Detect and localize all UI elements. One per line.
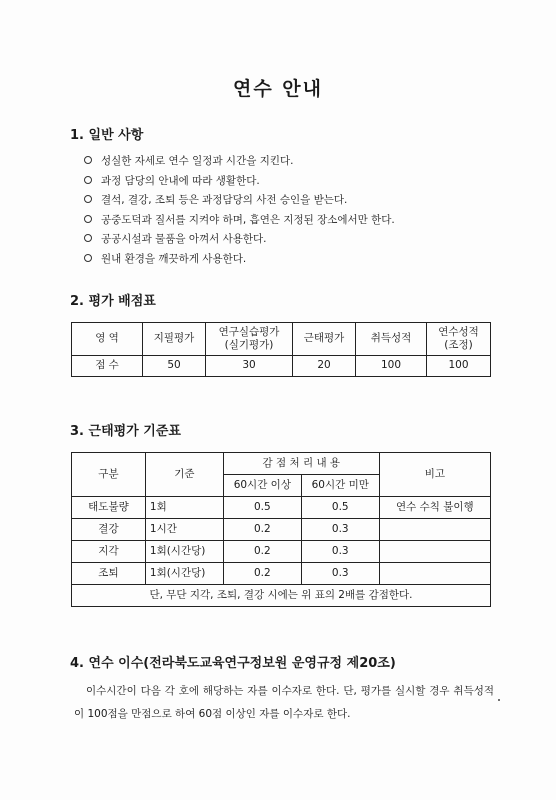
table-row [72,356,491,377]
circle-bullet-icon [84,215,92,223]
table-row [72,563,491,585]
circle-bullet-icon [84,156,92,164]
table-cell: 50 [143,356,206,377]
section4-heading: 4. 연수 이수(전라북도교육연구정보원 운영규정 제20조) [70,656,396,671]
table-cell: 결강 [72,519,146,541]
header-cell: 60시간 이상 [223,475,301,497]
table-header-row [72,453,491,475]
circle-bullet-icon [84,195,92,203]
attendance-criteria-table [71,452,491,607]
header-cell: 기준 [145,453,223,497]
table-cell: 0.3 [301,563,379,585]
table-cell: 지각 [72,541,146,563]
circle-bullet-icon [84,176,92,184]
header-cell: 근태평가 [293,323,356,356]
list-item: 원내 환경을 깨끗하게 사용한다. [84,250,395,270]
table-row [72,497,491,519]
table-cell: 100 [427,356,491,377]
table-row [72,541,491,563]
section1-heading: 1. 일반 사항 [70,128,144,143]
header-cell: 취득성적 [356,323,427,356]
table-cell: 1시간 [145,519,223,541]
table-cell: 0.2 [223,563,301,585]
list-item: 결석, 결강, 조퇴 등은 과정담당의 사전 승인을 받는다. [84,191,395,211]
table-cell: 1회(시간당) [145,541,223,563]
header-cell: 연구실습평가 (실기평가) [206,323,293,356]
list-item: 공중도덕과 질서를 지켜야 하며, 흡연은 지정된 장소에서만 한다. [84,211,395,231]
table-cell: 100 [356,356,427,377]
table-header-row [72,323,491,356]
score-allocation-table [71,322,491,377]
table-cell: 태도불량 [72,497,146,519]
table-cell [379,563,490,585]
circle-bullet-icon [84,254,92,262]
stray-dot [498,699,500,701]
header-cell: 비고 [379,453,490,497]
page-title: 연수 안내 [232,78,324,100]
table-cell: 조퇴 [72,563,146,585]
table-cell: 20 [293,356,356,377]
section2-heading: 2. 평가 배점표 [70,294,156,309]
table-cell: 1회(시간당) [145,563,223,585]
header-cell: 연수성적 (조정) [427,323,491,356]
table-cell: 연수 수칙 불이행 [379,497,490,519]
general-rules-list [84,152,395,270]
table-footnote-row [72,585,491,607]
table-cell: 점 수 [72,356,143,377]
list-item: 공공시설과 물품을 아껴서 사용한다. [84,230,395,250]
table-cell: 0.3 [301,519,379,541]
table-cell: 0.5 [223,497,301,519]
table-cell: 0.5 [301,497,379,519]
table-cell: 0.2 [223,519,301,541]
header-cell: 영 역 [72,323,143,356]
table-cell: 0.3 [301,541,379,563]
table-cell: 1회 [145,497,223,519]
completion-paragraph: 이수시간이 다음 각 호에 해당하는 자를 이수자로 한다. 단, 평가를 실시할 경우 취득성적이 100점을 만점으로 하여 60점 이상인 자를 이수자로 한다. [74,685,494,720]
list-item: 과정 담당의 안내에 따라 생활한다. [84,172,395,192]
table-row [72,519,491,541]
table-cell: 0.2 [223,541,301,563]
table-cell [379,541,490,563]
header-cell: 구분 [72,453,146,497]
table-cell [379,519,490,541]
header-cell: 60시간 미만 [301,475,379,497]
section3-heading: 3. 근태평가 기준표 [70,424,181,439]
circle-bullet-icon [84,234,92,242]
list-item: 성실한 자세로 연수 일정과 시간을 지킨다. [84,152,395,172]
header-cell: 지필평가 [143,323,206,356]
table-cell: 30 [206,356,293,377]
table-footnote: 단, 무단 지각, 조퇴, 결강 시에는 위 표의 2배를 감점한다. [72,585,491,607]
header-cell: 감 점 처 리 내 용 [223,453,379,475]
